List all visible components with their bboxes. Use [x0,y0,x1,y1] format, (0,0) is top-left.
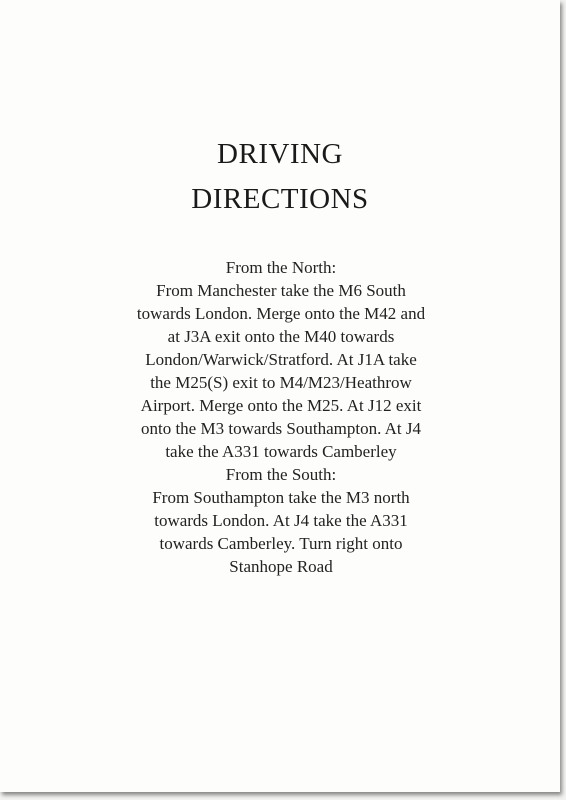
directions-line: take the A331 towards Camberley [165,442,397,461]
page-title-line-2: DIRECTIONS [191,183,369,215]
directions-line: towards Camberley. Turn right onto [159,534,403,553]
directions-text [100,256,462,578]
directions-line: at J3A exit onto the M40 towards [167,327,395,346]
directions-line: Stanhope Road [229,557,333,576]
directions-line: From the South: [225,465,337,484]
directions-line: From the North: [225,258,337,277]
directions-line: onto the M3 towards Southampton. At J4 [140,419,422,438]
directions-line: London/Warwick/Stratford. At J1A take [145,350,417,369]
directions-line: the M25(S) exit to M4/M23/Heathrow [150,373,412,392]
directions-line: From Southampton take the M3 north [152,488,410,507]
directions-line: towards London. Merge onto the M42 and [136,304,426,323]
directions-line: From Manchester take the M6 South [156,281,406,300]
page-title-line-1: DRIVING [217,138,343,170]
directions-line: Airport. Merge onto the M25. At J12 exit [140,396,422,415]
directions-line: towards London. At J4 take the A331 [154,511,408,530]
